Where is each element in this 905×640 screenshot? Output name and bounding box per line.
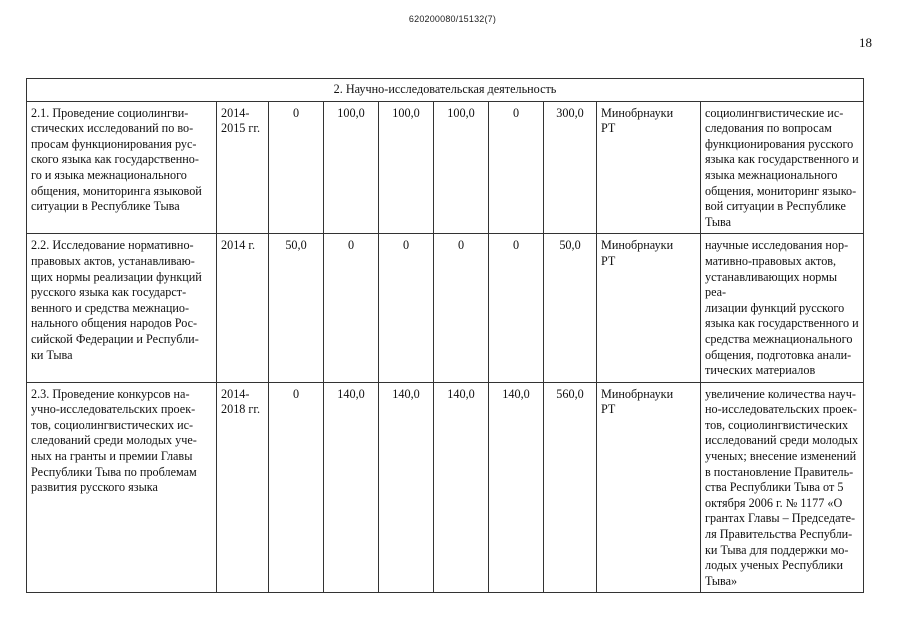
funding-value: 140,0 — [324, 382, 379, 593]
funding-total: 560,0 — [544, 382, 597, 593]
funding-total: 50,0 — [544, 234, 597, 382]
section-title: 2. Научно-исследовательская деятельность — [27, 79, 864, 102]
activity-name: 2.2. Исследование нормативно- правовых актов, устанавливаю- щих нормы реализации функций русского языка как государст- венного и средства межнацио- нального общения народов Рос- сийской Федерации и Республи- ки Тыва — [27, 234, 217, 382]
executor: Минобрнауки РТ — [597, 234, 701, 382]
funding-value: 0 — [379, 234, 434, 382]
funding-value: 100,0 — [434, 101, 489, 234]
page-number: 18 — [859, 35, 872, 50]
activity-period: 2014- 2018 гг. — [217, 382, 269, 593]
activity-period: 2014- 2015 гг. — [217, 101, 269, 234]
funding-value: 0 — [269, 382, 324, 593]
expected-result: социолингвистические ис- следования по вопросам функционирования русского языка как государственного и языка межнационального общения, мониторинг языко- вой ситуации в Республике Тыва — [701, 101, 864, 234]
funding-value: 0 — [324, 234, 379, 382]
funding-value: 140,0 — [379, 382, 434, 593]
table-row — [27, 101, 864, 234]
activities-table — [26, 78, 864, 593]
funding-value: 0 — [489, 101, 544, 234]
activity-name: 2.1. Проведение социолингви- стических исследований по во- просам функционирования рус- ского языка как государственно- го и языка межнационального общения, мониторинга языковой ситуации в Республике Тыва — [27, 101, 217, 234]
funding-value: 0 — [269, 101, 324, 234]
table-row — [27, 382, 864, 593]
expected-result: увеличение количества науч- но-исследовательских проек- тов, социолингвистических исследований среди молодых ученых; внесение изменений в постановление Правитель- ства Республики Тыва от 5 октября 2006 г. № 1177 «О грантах Главы – Председате- ля Правительства Республи- ки Тыва для поддержки мо- лодых ученых Республики Тыва» — [701, 382, 864, 593]
funding-value: 100,0 — [324, 101, 379, 234]
executor: Минобрнауки РТ — [597, 101, 701, 234]
document-id: 620200080/15132(7) — [408, 14, 497, 24]
funding-value: 50,0 — [269, 234, 324, 382]
funding-value: 0 — [434, 234, 489, 382]
executor: Минобрнауки РТ — [597, 382, 701, 593]
activity-period: 2014 г. — [217, 234, 269, 382]
funding-value: 140,0 — [434, 382, 489, 593]
section-header-row — [27, 79, 864, 102]
funding-value: 0 — [489, 234, 544, 382]
funding-value: 100,0 — [379, 101, 434, 234]
funding-value: 140,0 — [489, 382, 544, 593]
table-row — [27, 234, 864, 382]
activity-name: 2.3. Проведение конкурсов на- учно-исследовательских проек- тов, социолингвистических ис- следований среди молодых уче- ных на гранты и премии Главы Республики Тыва по проблемам развития русского языка — [27, 382, 217, 593]
expected-result: научные исследования нор- мативно-правовых актов, устанавливающих нормы реа- лизации функций русского языка как государственного и средства межнационального общения, подготовка анали- тических материалов — [701, 234, 864, 382]
funding-total: 300,0 — [544, 101, 597, 234]
